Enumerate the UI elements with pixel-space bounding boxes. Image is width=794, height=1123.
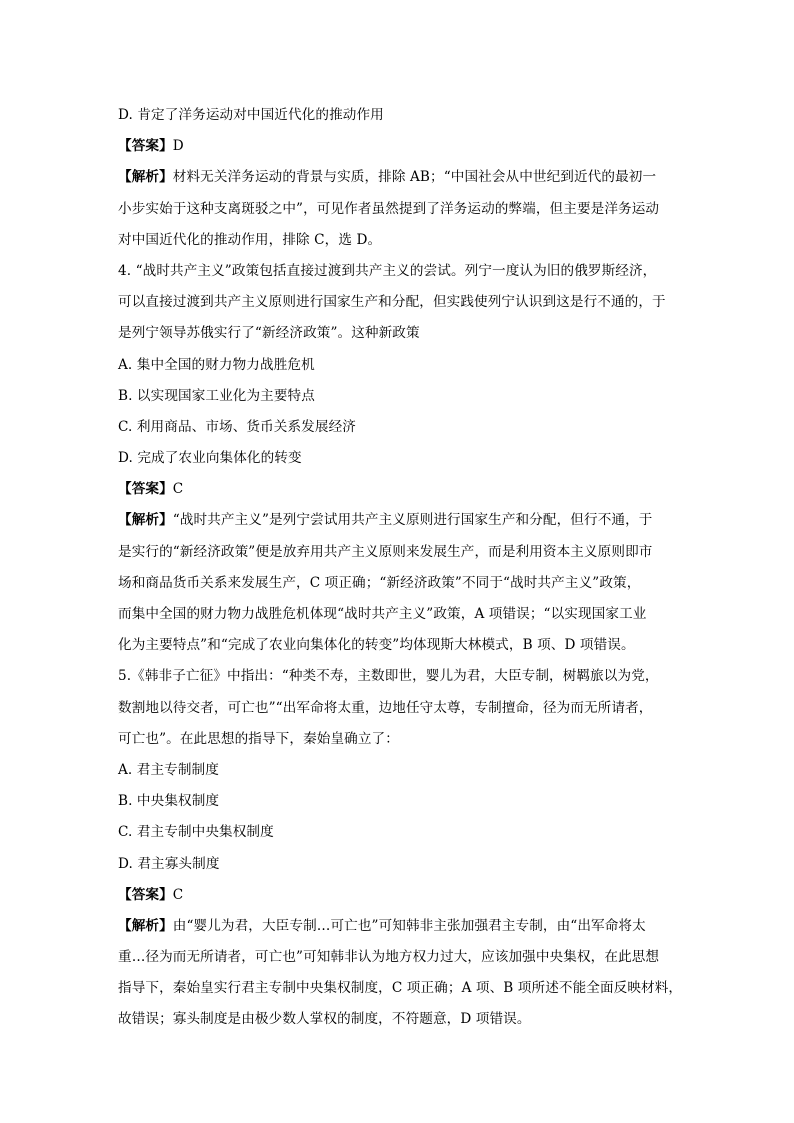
q5-option-b: B. 中央集权制度 — [118, 793, 220, 810]
q4-analysis-line: 而集中全国的财力物力战胜危机体现“战时共产主义”政策，A 项错误；“以实现国家工业 — [118, 606, 647, 622]
q3-analysis-line — [118, 162, 678, 193]
analysis-label: 【解析】 — [118, 169, 173, 186]
q5-analysis-line — [118, 911, 678, 942]
q4-analysis-line: 是实行的“新经济政策”便是放弃用共产主义原则来发展生产，而是利用资本主义原则即市 — [118, 543, 653, 560]
analysis-text: 材料无关洋务运动的背景与实质，排除 AB；“中国社会从中世纪到近代的最初一 — [172, 169, 657, 186]
q4-option-a: A. 集中全国的财力物力战胜危机 — [118, 356, 315, 373]
q5-answer — [118, 880, 678, 911]
q4-analysis-line — [118, 505, 678, 536]
analysis-text: 由“婴儿为君，大臣专制…可亡也”可知韩非主张加强君主专制，由“出军命将太 — [172, 917, 646, 934]
q4-option-c: C. 利用商品、市场、货币关系发展经济 — [118, 418, 356, 435]
q3-analysis-line: 对中国近代化的推动作用，排除 C，选 D。 — [118, 231, 382, 248]
analysis-text: “战时共产主义”是列宁尝试用共产主义原则进行国家生产和分配，但行不通，于 — [172, 512, 653, 529]
q5-stem-line: 数割地以待交者，可亡也”“出军命将太重，边地任守太尊，专制擅命，径为而无所请者， — [118, 699, 653, 716]
q3-analysis-line: 小步实始于这种支离斑驳之中”，可见作者虽然提到了洋务运动的弊端，但主要是洋务运动 — [118, 200, 660, 217]
q4-analysis-line: 化为主要特点”和“完成了农业向集体化的转变”均体现斯大林模式，B 项、D 项错误。 — [118, 637, 635, 654]
q5-analysis-line: 故错误；寡头制度是由极少数人掌权的制度，不符题意，D 项错误。 — [118, 1011, 531, 1028]
answer-value: C — [172, 886, 184, 903]
q4-option-b: B. 以实现国家工业化为主要特点 — [118, 387, 315, 404]
q5-stem-line: 可亡也”。在此思想的指导下，秦始皇确立了： — [118, 730, 399, 747]
answer-label: 【答案】 — [118, 886, 173, 903]
q5-analysis-line: 指导下，秦始皇实行君主专制中央集权制度，C 项正确；A 项、B 项所述不能全面反映材料， — [118, 980, 683, 997]
q4-stem-line: 是列宁领导苏俄实行了“新经济政策”。这种新政策 — [118, 325, 420, 342]
q5-option-a: A. 君主专制制度 — [118, 761, 219, 778]
q4-stem-line: 4. “战时共产主义”政策包括直接过渡到共产主义的尝试。列宁一度认为旧的俄罗斯经济， — [118, 262, 657, 279]
document-page — [118, 100, 683, 1036]
q3-answer — [118, 131, 678, 162]
q5-option-c: C. 君主专制中央集权制度 — [118, 824, 274, 841]
answer-label: 【答案】 — [118, 138, 173, 155]
answer-value: C — [172, 481, 184, 498]
q5-stem-line: 5.《韩非子亡征》中指出：“种类不寿，主数即世，婴儿为君，大臣专制，树羁旅以为党， — [118, 668, 659, 685]
q4-analysis-line: 场和商品货币关系来发展生产，C 项正确；“新经济政策”不同于“战时共产主义”政策， — [118, 574, 641, 591]
answer-value: D — [172, 138, 184, 155]
q5-analysis-line: 重…径为而无所请者，可亡也”可知韩非认为地方权力过大，应该加强中央集权，在此思想 — [118, 949, 660, 966]
q4-answer — [118, 474, 678, 505]
q4-stem-line: 可以直接过渡到共产主义原则进行国家生产和分配，但实践使列宁认识到这是行不通的，于 — [118, 294, 666, 311]
answer-label: 【答案】 — [118, 481, 173, 498]
analysis-label: 【解析】 — [118, 917, 173, 934]
analysis-label: 【解析】 — [118, 512, 173, 529]
q4-option-d: D. 完成了农业向集体化的转变 — [118, 450, 302, 467]
q5-option-d: D. 君主寡头制度 — [118, 855, 220, 872]
q3-option-d: D. 肯定了洋务运动对中国近代化的推动作用 — [118, 107, 384, 123]
